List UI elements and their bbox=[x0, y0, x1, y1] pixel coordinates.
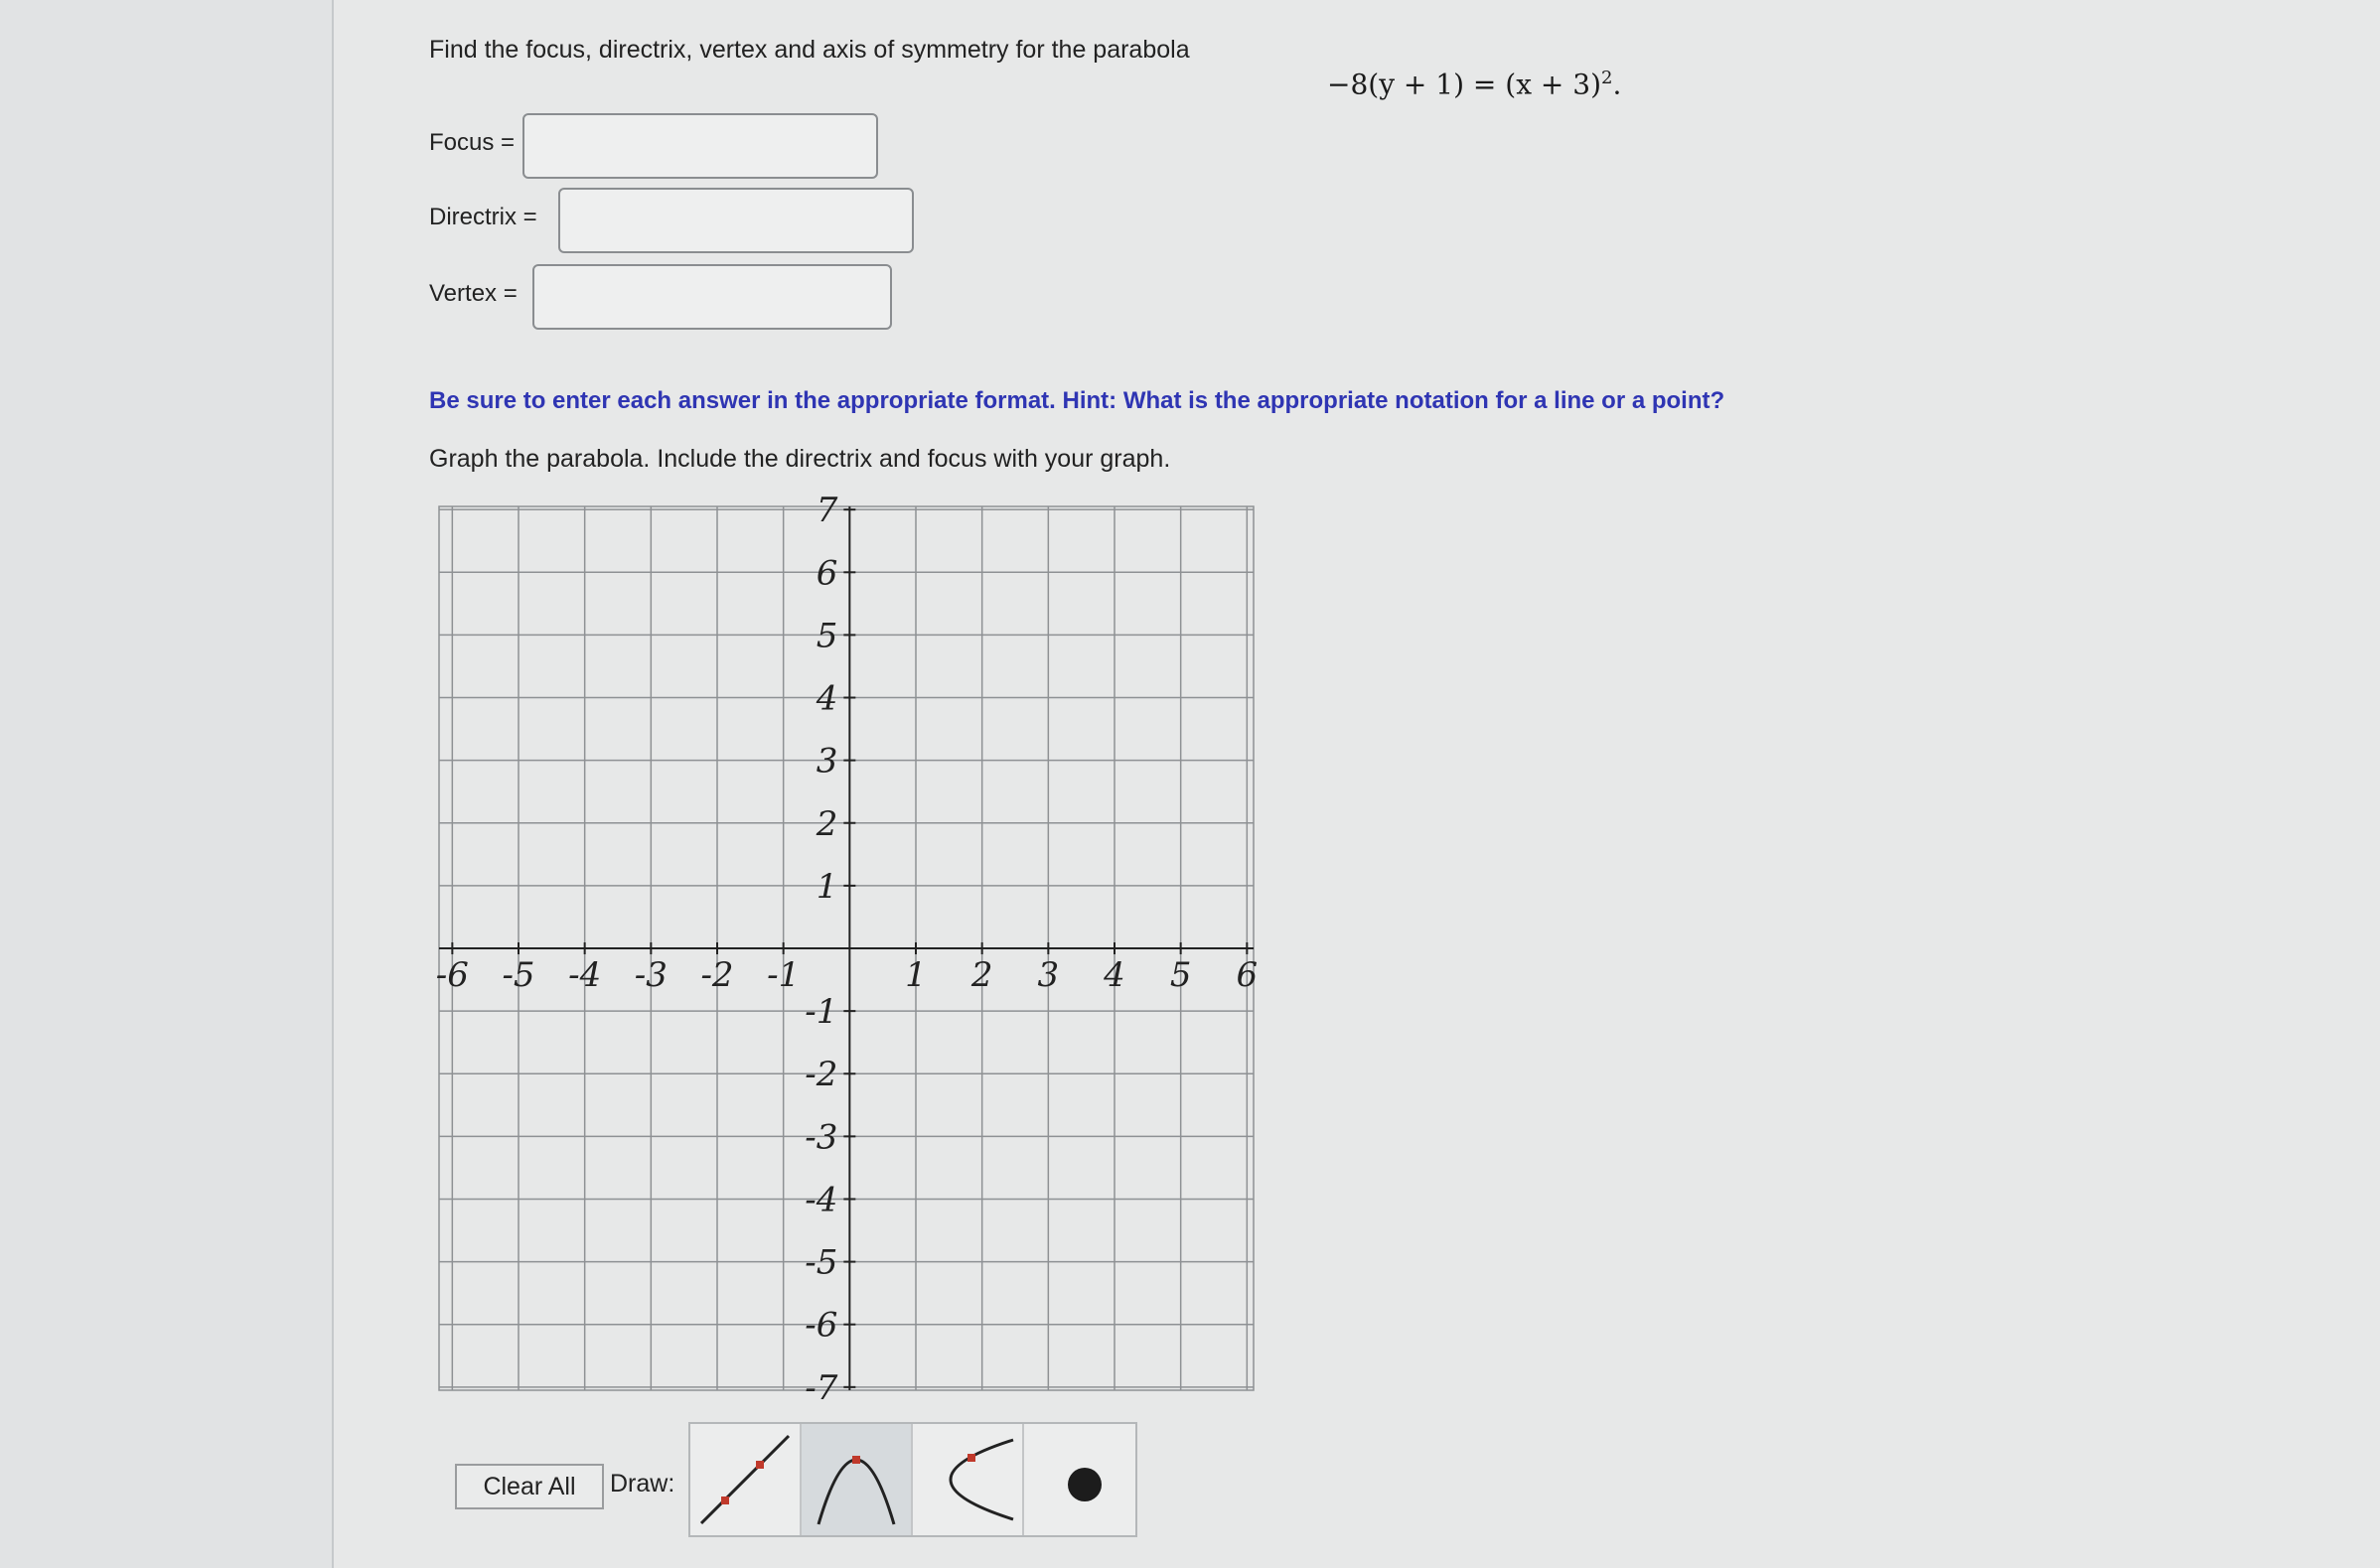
vertex-label: Vertex = bbox=[429, 280, 518, 307]
x-tick-label: 4 bbox=[1104, 955, 1125, 995]
left-margin bbox=[0, 0, 334, 1568]
x-tick-label: 1 bbox=[905, 955, 927, 995]
directrix-input[interactable] bbox=[558, 188, 914, 253]
focus-input[interactable] bbox=[522, 113, 878, 179]
x-tick-label: 3 bbox=[1037, 955, 1060, 995]
vertex-input[interactable] bbox=[532, 264, 892, 330]
y-tick-label: -7 bbox=[805, 1367, 838, 1408]
x-tick-label: 6 bbox=[1236, 955, 1259, 995]
y-tick-label: 7 bbox=[816, 497, 838, 531]
problem-prompt: Find the focus, directrix, vertex and axis of symmetry for the parabola bbox=[429, 36, 1190, 64]
draw-toolbar bbox=[688, 1422, 1137, 1537]
directrix-label: Directrix = bbox=[429, 204, 537, 230]
y-tick-label: 3 bbox=[816, 741, 838, 782]
x-tick-label: -5 bbox=[502, 955, 535, 995]
parabola-side-tool-button[interactable] bbox=[913, 1424, 1024, 1535]
y-tick-label: -2 bbox=[805, 1055, 838, 1095]
draw-label: Draw: bbox=[610, 1470, 675, 1497]
graphing-canvas[interactable] bbox=[429, 497, 1273, 1410]
y-tick-label: -6 bbox=[805, 1305, 838, 1346]
x-tick-label: 5 bbox=[1169, 955, 1192, 995]
tick-labels bbox=[436, 497, 1258, 1408]
x-tick-label: -6 bbox=[435, 955, 469, 995]
y-tick-label: 6 bbox=[816, 553, 838, 594]
axes bbox=[439, 506, 1254, 1390]
parabola-up-tool-icon bbox=[807, 1430, 906, 1529]
y-tick-label: 5 bbox=[816, 616, 838, 656]
x-tick-label: -1 bbox=[767, 955, 801, 995]
problem-page bbox=[334, 0, 2380, 1568]
parabola-up-tool-button[interactable] bbox=[802, 1424, 913, 1535]
y-tick-label: -5 bbox=[805, 1242, 838, 1283]
x-tick-label: -3 bbox=[634, 955, 668, 995]
equation-body: −8(y + 1) = (x + 3) bbox=[1327, 68, 1601, 101]
format-hint: Be sure to enter each answer in the appropriate format. Hint: What is the appropriate notation for a line or a point? bbox=[429, 387, 1725, 414]
line-tool-button[interactable] bbox=[690, 1424, 802, 1535]
line-tool-icon bbox=[695, 1430, 795, 1529]
x-tick-label: -2 bbox=[700, 955, 734, 995]
y-tick-label: 2 bbox=[816, 803, 838, 844]
point-tool-icon bbox=[1030, 1430, 1129, 1529]
graph-instruction: Graph the parabola. Include the directrix and focus with your graph. bbox=[429, 445, 1171, 473]
focus-label: Focus = bbox=[429, 129, 516, 156]
y-tick-label: 4 bbox=[816, 678, 838, 719]
x-tick-label: 2 bbox=[970, 955, 993, 995]
equation-exponent: 2 bbox=[1601, 68, 1613, 88]
parabola-equation bbox=[1327, 68, 1621, 100]
y-tick-label: -4 bbox=[805, 1180, 838, 1220]
parabola-side-tool-icon bbox=[918, 1430, 1017, 1529]
y-tick-label: -1 bbox=[805, 992, 838, 1033]
point-tool-button[interactable] bbox=[1024, 1424, 1135, 1535]
clear-all-button[interactable]: Clear All bbox=[455, 1464, 604, 1509]
x-tick-label: -4 bbox=[568, 955, 602, 995]
equation-period: . bbox=[1612, 68, 1622, 101]
y-tick-label: 1 bbox=[816, 866, 838, 907]
y-tick-label: -3 bbox=[805, 1117, 838, 1158]
